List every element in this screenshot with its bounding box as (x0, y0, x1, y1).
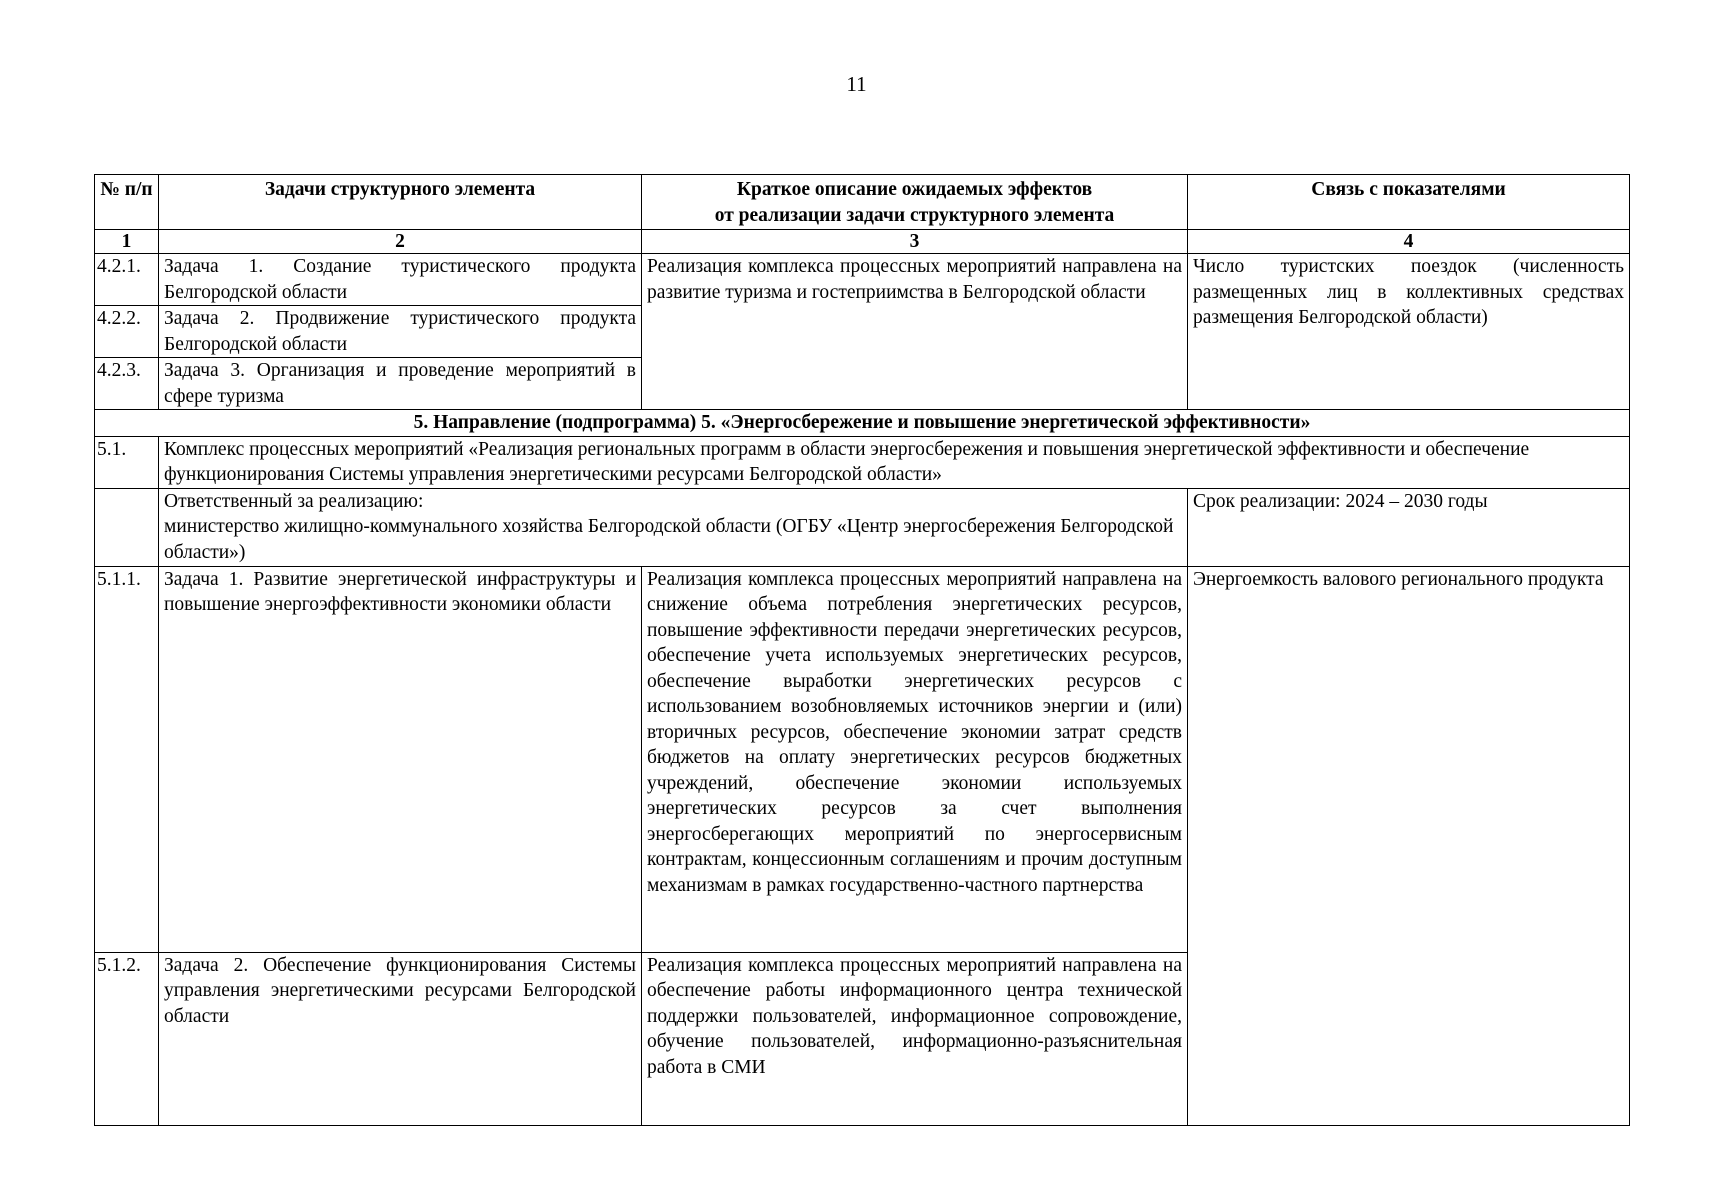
row-number: 5.1.1. (95, 566, 159, 952)
row-number: 4.2.1. (95, 254, 159, 306)
task-cell: Задача 2. Обеспечение функционирования Системы управления энергетическими ресурсами Белгородской области (159, 952, 642, 1125)
table-row (95, 436, 1630, 488)
table-row (95, 254, 1630, 306)
empty-number-cell (95, 488, 159, 566)
column-number: 2 (159, 230, 642, 254)
row-number: 4.2.2. (95, 306, 159, 358)
effect-cell: Реализация комплекса процессных мероприятий направлена на снижение объема потребления энергетических ресурсов, повышение эффективности передачи энергетических ресурсов, обеспечение учета используемых энергетических ресурсов, обеспечение выработки энергетических ресурсов с использованием возобновляемых источников энергии и (или) вторичных ресурсов, обеспечение экономии затрат средств бюджетов на оплату энергетических ресурсов бюджетных учреждений, обеспечение экономии используемых энергетических ресурсов за счет выполнения энергосберегающих мероприятий по энергосервисным контрактам, концессионным соглашениям и прочим доступным механизмам в рамках государственно-частного партнерства (642, 566, 1188, 952)
responsible-row (95, 488, 1630, 566)
section-title-row (95, 410, 1630, 437)
row-number: 5.1.2. (95, 952, 159, 1125)
task-cell: Задача 1. Создание туристического продукта Белгородской области (159, 254, 642, 306)
task-cell: Задача 3. Организация и проведение мероприятий в сфере туризма (159, 358, 642, 410)
task-cell: Задача 1. Развитие энергетической инфраструктуры и повышение энергоэффективности экономики области (159, 566, 642, 952)
row-number: 4.2.3. (95, 358, 159, 410)
effect-cell: Реализация комплекса процессных мероприятий направлена на обеспечение работы информационного центра технической поддержки пользователей, информационное сопровождение, обучение пользователей, информационно-разъяснительная работа в СМИ (642, 952, 1188, 1125)
responsible-label: Ответственный за реализацию: (164, 490, 424, 512)
header-effects (642, 175, 1188, 230)
header-effects-line1: Краткое описание ожидаемых эффектов (736, 179, 1093, 200)
responsible-cell (159, 488, 1188, 566)
column-number: 1 (95, 230, 159, 254)
header-indicators: Связь с показателями (1188, 175, 1630, 230)
table-row (95, 566, 1630, 952)
indicator-cell: Энергоемкость валового регионального продукта (1188, 566, 1630, 1125)
column-number: 4 (1188, 230, 1630, 254)
complex-cell: Комплекс процессных мероприятий «Реализация региональных программ в области энергосбережения и повышения энергетической эффективности и обеспечение функционирования Системы управления энергетическими ресурсами Белгородской области» (159, 436, 1630, 488)
row-number: 5.1. (95, 436, 159, 488)
indicator-cell: Число туристских поездок (численность размещенных лиц в коллективных средствах размещения Белгородской области) (1188, 254, 1630, 410)
responsible-text: министерство жилищно-коммунального хозяйства Белгородской области (ОГБУ «Центр энергосбережения Белгородской области») (164, 516, 1174, 563)
section-title: 5. Направление (подпрограмма) 5. «Энергосбережение и повышение энергетической эффективности» (95, 410, 1630, 437)
page-number: 11 (846, 72, 867, 96)
header-num: № п/п (95, 175, 159, 230)
header-tasks: Задачи структурного элемента (159, 175, 642, 230)
effect-cell: Реализация комплекса процессных мероприятий направлена на развитие туризма и гостеприимства в Белгородской области (642, 254, 1188, 410)
table-header-row (95, 175, 1630, 230)
column-number: 3 (642, 230, 1188, 254)
header-effects-line2: от реализации задачи структурного элемента (714, 204, 1115, 226)
column-number-row (95, 230, 1630, 254)
structural-elements-table (94, 174, 1630, 1126)
task-cell: Задача 2. Продвижение туристического продукта Белгородской области (159, 306, 642, 358)
term-cell: Срок реализации: 2024 – 2030 годы (1188, 488, 1630, 566)
